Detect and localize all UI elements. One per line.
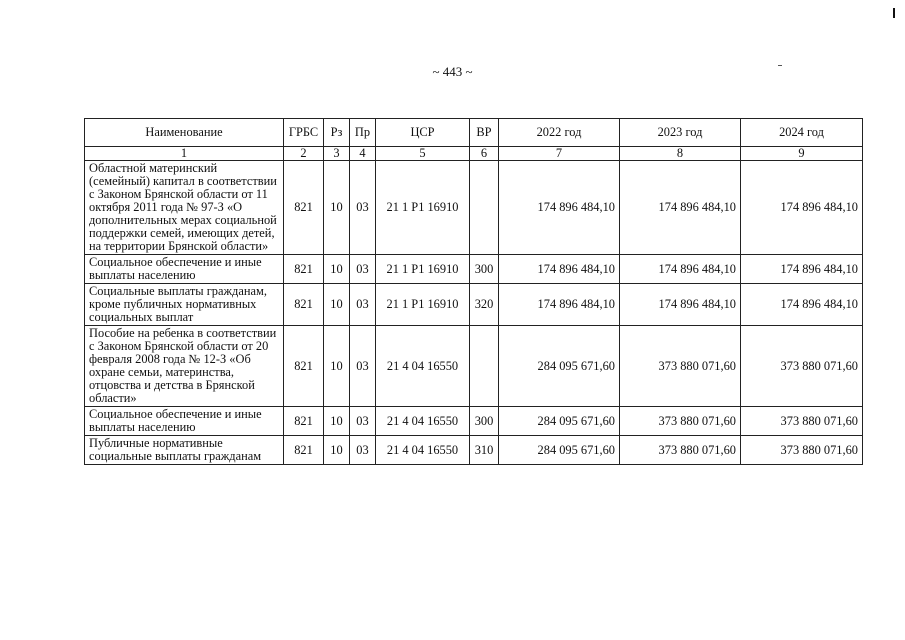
row-vr: 300 xyxy=(470,407,499,436)
row-name: Пособие на ребенка в соответствии с Законом Брянской области от 20 февраля 2008 года № 12-З «Об охране семьи, материнства, отцовства и детства в Брянской области» xyxy=(85,326,284,407)
row-grbs: 821 xyxy=(284,436,324,465)
row-2022: 284 095 671,60 xyxy=(499,436,620,465)
row-pr: 03 xyxy=(350,161,376,255)
index-cell: 3 xyxy=(324,147,350,161)
row-name: Областной материнский (семейный) капитал в соответствии с Законом Брянской области от 11 октября 2011 года № 97-З «О дополнительных мерах социальной поддержки семей, имеющих детей, на территории Брянской области» xyxy=(85,161,284,255)
header-row xyxy=(85,119,863,147)
row-grbs: 821 xyxy=(284,407,324,436)
row-name: Социальные выплаты гражданам, кроме публичных нормативных социальных выплат xyxy=(85,284,284,326)
index-cell: 8 xyxy=(620,147,741,161)
row-rz: 10 xyxy=(324,284,350,326)
row-pr: 03 xyxy=(350,326,376,407)
row-2024: 174 896 484,10 xyxy=(741,161,863,255)
row-2024: 174 896 484,10 xyxy=(741,284,863,326)
row-name: Публичные нормативные социальные выплаты гражданам xyxy=(85,436,284,465)
header-2024: 2024 год xyxy=(741,119,863,147)
page-number: ~ 443 ~ xyxy=(432,64,473,79)
row-2022: 284 095 671,60 xyxy=(499,326,620,407)
row-rz: 10 xyxy=(324,326,350,407)
table-row xyxy=(85,255,863,284)
row-csr: 21 1 Р1 16910 xyxy=(376,284,470,326)
budget-table xyxy=(84,118,863,465)
index-cell: 9 xyxy=(741,147,863,161)
table-row xyxy=(85,407,863,436)
index-cell: 6 xyxy=(470,147,499,161)
row-rz: 10 xyxy=(324,161,350,255)
row-csr: 21 4 04 16550 xyxy=(376,407,470,436)
row-2022: 174 896 484,10 xyxy=(499,161,620,255)
row-csr: 21 4 04 16550 xyxy=(376,436,470,465)
row-2022: 174 896 484,10 xyxy=(499,255,620,284)
row-grbs: 821 xyxy=(284,284,324,326)
row-pr: 03 xyxy=(350,436,376,465)
table-row xyxy=(85,284,863,326)
header-vr: ВР xyxy=(470,119,499,147)
row-grbs: 821 xyxy=(284,326,324,407)
row-2023: 174 896 484,10 xyxy=(620,161,741,255)
row-2024: 373 880 071,60 xyxy=(741,436,863,465)
row-pr: 03 xyxy=(350,284,376,326)
row-vr xyxy=(470,161,499,255)
row-rz: 10 xyxy=(324,255,350,284)
header-pr: Пр xyxy=(350,119,376,147)
row-2024: 174 896 484,10 xyxy=(741,255,863,284)
index-row xyxy=(85,147,863,161)
row-2024: 373 880 071,60 xyxy=(741,326,863,407)
index-cell: 7 xyxy=(499,147,620,161)
header-grbs: ГРБС xyxy=(284,119,324,147)
header-name: Наименование xyxy=(85,119,284,147)
row-vr xyxy=(470,326,499,407)
row-2023: 174 896 484,10 xyxy=(620,255,741,284)
row-rz: 10 xyxy=(324,407,350,436)
row-csr: 21 4 04 16550 xyxy=(376,326,470,407)
index-cell: 4 xyxy=(350,147,376,161)
table-row xyxy=(85,326,863,407)
index-cell: 1 xyxy=(85,147,284,161)
row-name: Социальное обеспечение и иные выплаты населению xyxy=(85,255,284,284)
row-csr: 21 1 Р1 16910 xyxy=(376,161,470,255)
row-vr: 310 xyxy=(470,436,499,465)
header-2023: 2023 год xyxy=(620,119,741,147)
header-2022: 2022 год xyxy=(499,119,620,147)
header-csr: ЦСР xyxy=(376,119,470,147)
row-csr: 21 1 Р1 16910 xyxy=(376,255,470,284)
row-2023: 373 880 071,60 xyxy=(620,407,741,436)
row-pr: 03 xyxy=(350,255,376,284)
table-row xyxy=(85,161,863,255)
row-rz: 10 xyxy=(324,436,350,465)
corner-mark xyxy=(893,8,895,18)
index-cell: 5 xyxy=(376,147,470,161)
row-2024: 373 880 071,60 xyxy=(741,407,863,436)
row-grbs: 821 xyxy=(284,161,324,255)
row-vr: 300 xyxy=(470,255,499,284)
row-2023: 373 880 071,60 xyxy=(620,436,741,465)
row-2022: 284 095 671,60 xyxy=(499,407,620,436)
row-2023: 373 880 071,60 xyxy=(620,326,741,407)
row-pr: 03 xyxy=(350,407,376,436)
row-grbs: 821 xyxy=(284,255,324,284)
row-2022: 174 896 484,10 xyxy=(499,284,620,326)
header-rz: Рз xyxy=(324,119,350,147)
index-cell: 2 xyxy=(284,147,324,161)
table-row xyxy=(85,436,863,465)
row-vr: 320 xyxy=(470,284,499,326)
row-name: Социальное обеспечение и иные выплаты населению xyxy=(85,407,284,436)
row-2023: 174 896 484,10 xyxy=(620,284,741,326)
